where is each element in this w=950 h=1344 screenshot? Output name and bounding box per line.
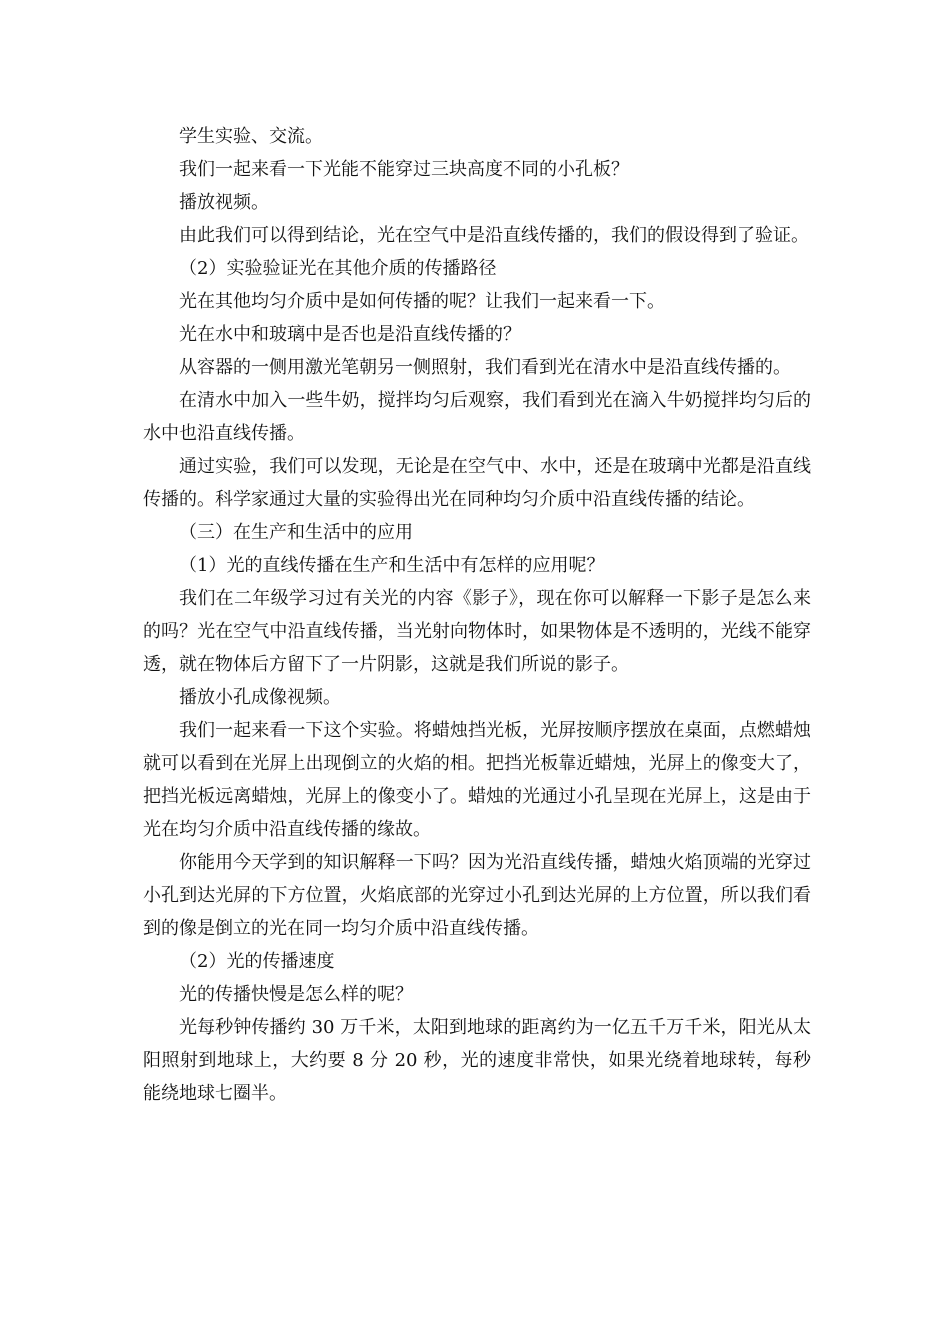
paragraph: 光的传播快慢是怎么样的呢？ bbox=[179, 984, 413, 1005]
paragraph: 光每秒钟传播约 30 万千米，太阳到地球的距离约为一亿五千万千米，阳光从太阳照射到地球上，大约要 8 分 20 秒，光的速度非常快，如果光绕着地球转，每秒能绕地球七圈半。 bbox=[143, 1017, 811, 1104]
paragraph: 从容器的一侧用激光笔朝另一侧照射，我们看到光在清水中是沿直线传播的。 bbox=[179, 357, 791, 378]
paragraph: 播放视频。 bbox=[179, 192, 269, 213]
paragraph: 学生实验、交流。 bbox=[179, 126, 323, 147]
section-heading: （2）实验验证光在其他介质的传播路径 bbox=[179, 258, 497, 279]
document-body bbox=[143, 120, 811, 1110]
section-heading: （2）光的传播速度 bbox=[179, 951, 335, 972]
paragraph: 播放小孔成像视频。 bbox=[179, 687, 341, 708]
section-heading: （三）在生产和生活中的应用 bbox=[179, 522, 413, 543]
paragraph: 光在其他均匀介质中是如何传播的呢？让我们一起来看一下。 bbox=[179, 291, 665, 312]
paragraph: 我们一起来看一下光能不能穿过三块高度不同的小孔板？ bbox=[179, 159, 629, 180]
paragraph: 由此我们可以得到结论，光在空气中是沿直线传播的，我们的假设得到了验证。 bbox=[179, 225, 809, 246]
paragraph: 光在水中和玻璃中是否也是沿直线传播的？ bbox=[179, 324, 521, 345]
section-heading: （1）光的直线传播在生产和生活中有怎样的应用呢？ bbox=[179, 555, 605, 576]
paragraph: 我们一起来看一下这个实验。将蜡烛挡光板，光屏按顺序摆放在桌面，点燃蜡烛就可以看到在光屏上出现倒立的火焰的相。把挡光板靠近蜡烛，光屏上的像变大了，把挡光板远离蜡烛，光屏上的像变小了。蜡烛的光通过小孔呈现在光屏上，这是由于光在均匀介质中沿直线传播的缘故。 bbox=[143, 720, 811, 840]
paragraph: 你能用今天学到的知识解释一下吗？因为光沿直线传播，蜡烛火焰顶端的光穿过小孔到达光屏的下方位置，火焰底部的光穿过小孔到达光屏的上方位置，所以我们看到的像是倒立的光在同一均匀介质中沿直线传播。 bbox=[143, 852, 811, 939]
paragraph: 通过实验，我们可以发现，无论是在空气中、水中，还是在玻璃中光都是沿直线传播的。科学家通过大量的实验得出光在同种均匀介质中沿直线传播的结论。 bbox=[143, 456, 811, 510]
paragraph: 我们在二年级学习过有关光的内容《影子》，现在你可以解释一下影子是怎么来的吗？光在空气中沿直线传播，当光射向物体时，如果物体是不透明的，光线不能穿透，就在物体后方留下了一片阴影，这就是我们所说的影子。 bbox=[143, 588, 811, 675]
paragraph: 在清水中加入一些牛奶，搅拌均匀后观察，我们看到光在滴入牛奶搅拌均匀后的水中也沿直线传播。 bbox=[143, 390, 811, 444]
